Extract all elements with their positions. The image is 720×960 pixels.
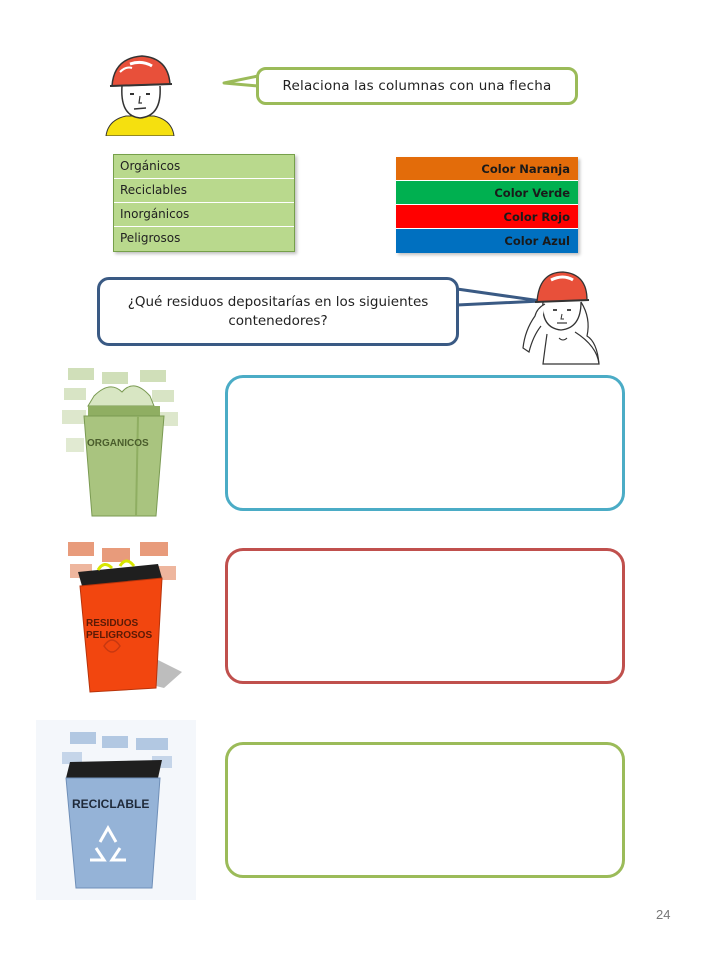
page-number: 24 [656, 907, 671, 922]
color-item-verde: Color Verde [396, 181, 578, 205]
answer-box-peligrosos[interactable] [225, 548, 625, 684]
instruction-text: Relaciona las columnas con una flecha [282, 78, 552, 94]
worker-woman-thinking-icon [515, 268, 605, 366]
list-item-inorganicos: Inorgánicos [114, 203, 294, 227]
question-text: ¿Qué residuos depositarías en los siguientes contenedores? [127, 293, 429, 329]
bin-label-residuos: RESIDUOS [86, 618, 139, 629]
bin-label-organicos: ORGANICOS [87, 438, 149, 449]
waste-type-list [113, 154, 295, 252]
list-item-peligrosos: Peligrosos [114, 227, 294, 251]
answer-box-organicos[interactable] [225, 375, 625, 511]
worker-man-icon [100, 50, 180, 136]
bin-label-reciclable: RECICLABLE [72, 797, 150, 811]
recycle-bin-icon [36, 720, 196, 900]
list-item-organicos: Orgánicos [114, 155, 294, 179]
bin-label-peligrosos: PELIGROSOS [86, 630, 153, 641]
color-item-azul: Color Azul [396, 229, 578, 253]
color-item-naranja: Color Naranja [396, 157, 578, 181]
question-bubble [97, 277, 459, 346]
list-item-reciclables: Reciclables [114, 179, 294, 203]
instruction-bubble [256, 67, 578, 105]
organic-bin-icon [60, 366, 180, 518]
color-list [396, 157, 578, 253]
hazardous-bin-icon [64, 538, 190, 696]
color-item-rojo: Color Rojo [396, 205, 578, 229]
answer-box-reciclable[interactable] [225, 742, 625, 878]
